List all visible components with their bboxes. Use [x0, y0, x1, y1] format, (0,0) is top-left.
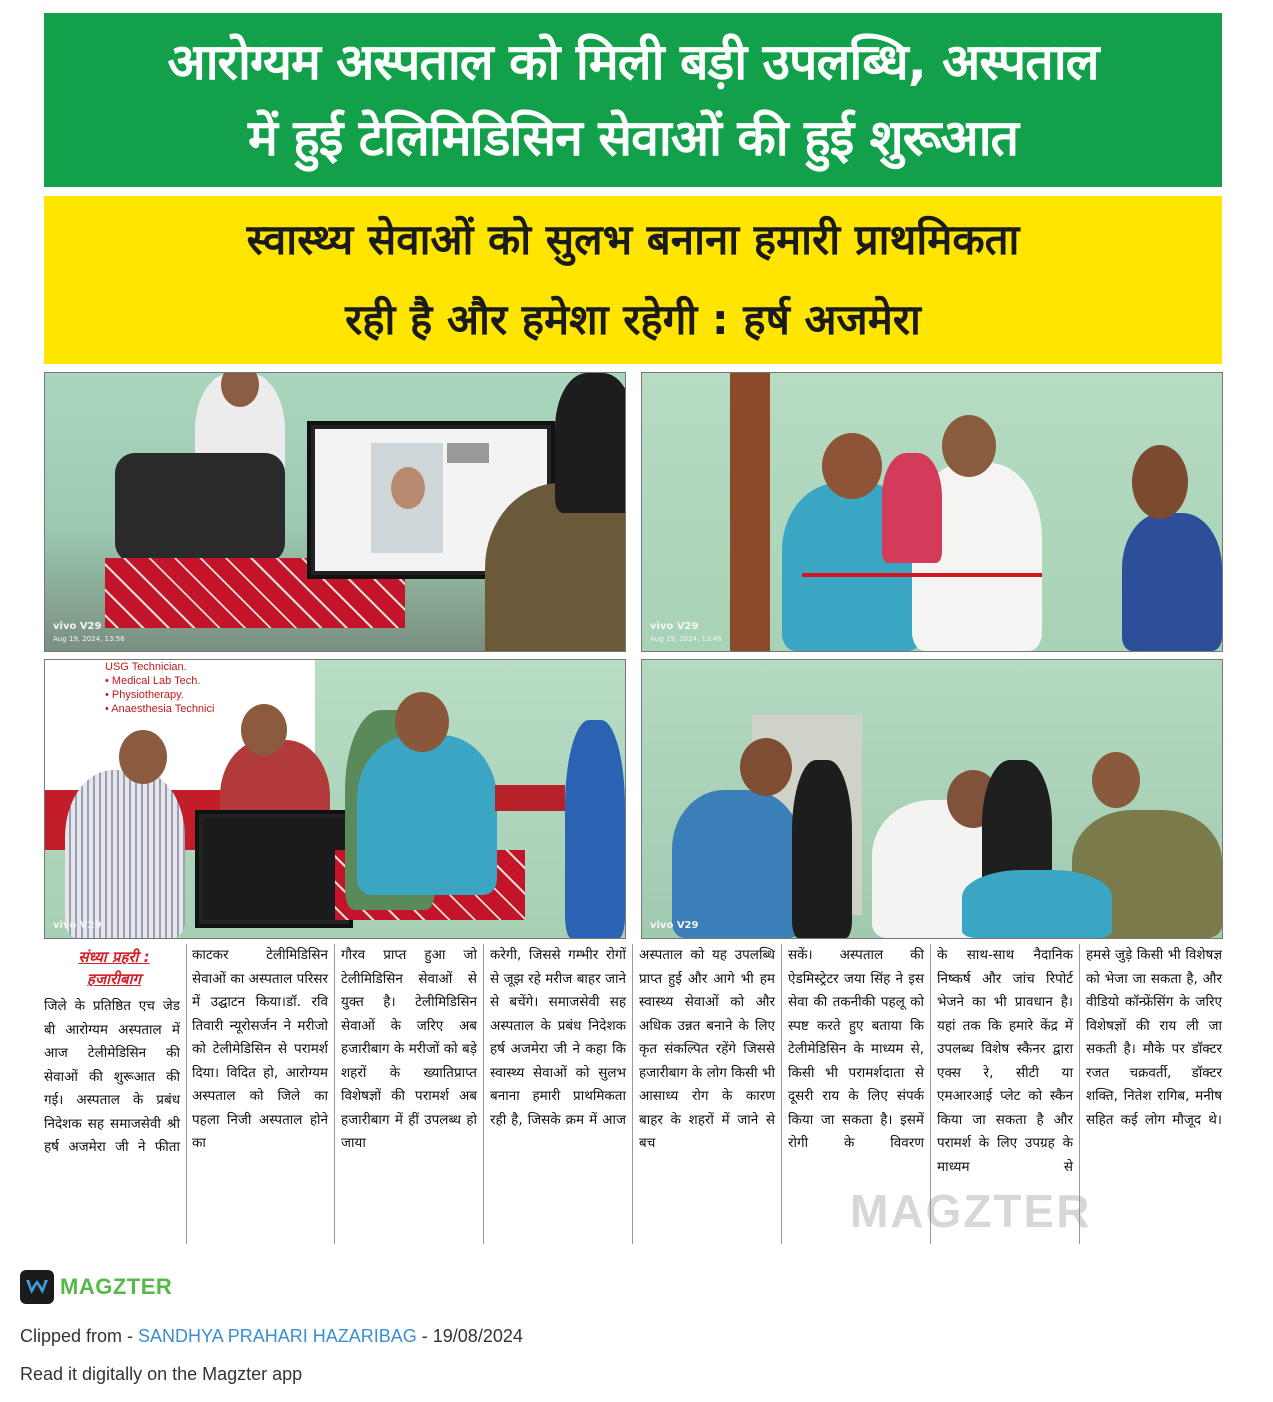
headline-banner	[44, 13, 1222, 187]
subheadline-line-2: रही है और हमेशा रहेगी : हर्ष अजमेरा	[345, 295, 921, 344]
magzter-logo[interactable]	[20, 1270, 172, 1304]
publication-link[interactable]: SANDHYA PRAHARI HAZARIBAG	[138, 1326, 417, 1346]
photo-inauguration-desk	[44, 659, 626, 939]
article-column-4: करेगी, जिससे गम्भीर रोगों से जूझ रहे मरीज बाहर जाने से बचेंगे। समाजसेवी सह अस्पताल के प्रबंध निदेशक हर्ष अजमेरा जी ने कहा कि स्वास्थ्य सेवाओं को सुलभ बनाना हमारी प्राथमिकता रही है, जिसके क्रम में आज	[490, 947, 626, 1128]
read-it-note: Read it digitally on the Magzter app	[20, 1364, 303, 1384]
headline-line-2: में हुई टेलिमिडिसिन सेवाओं की हुई शुरूआत	[247, 109, 1019, 167]
article-column-5: अस्पताल को यह उपलब्धि प्राप्त हुई और आगे भी हम स्वास्थ्य सेवाओं को और अधिक उन्नत बनाने के लिए कृत संकल्पित रहेंगे जिससे हजारीबाग के लोग किसी भी आसाध्य रोग के कारण बाहर के शहरों में जाने से बच	[639, 947, 775, 1151]
byline-source: संध्या प्रहरी :	[78, 948, 150, 966]
headline-line-1: आरोग्यम अस्पताल को मिली बड़ी उपलब्धि, अस्पताल	[167, 33, 1099, 91]
photo-telemedicine-screen	[44, 372, 626, 652]
article-column-2: काटकर टेलीमिडिसिन सेवाओं का अस्पताल परिसर में उद्घाटन किया।डॉ. रवि तिवारी न्यूरोसर्जन ने मरीजो को टेलीमेडिसिन से परामर्श दिया। विदित हो, आरोग्यम अस्पताल को जिले का पहला निजी अस्पताल होने का	[192, 947, 328, 1151]
photo-stamp: vivo V29 Aug 19, 2024, 13:46	[650, 621, 722, 643]
photo-stamp: vivo V29	[650, 920, 699, 931]
photo-ribbon-cutting	[641, 372, 1223, 652]
photo-stamp: vivo V29	[53, 920, 102, 931]
byline-place: हजारीबाग	[87, 970, 141, 988]
photo-crowd-doorway	[641, 659, 1223, 939]
course-poster: USG Technician. • Medical Lab Tech. • Physiotherapy. • Anaesthesia Technici	[45, 660, 315, 790]
clipped-from: Clipped from - SANDHYA PRAHARI HAZARIBAG - 19/08/2024	[20, 1326, 523, 1346]
subheadline-banner	[44, 196, 1222, 364]
article-column-8: हमसे जुड़े किसी भी विशेषज्ञ को भेजा जा सकता है, और वीडियो कॉन्फ्रेंसिंग के जरिए विशेषज्ञों की राय ली जा सकती है। मौके पर डॉक्टर रजत चक्रवर्ती, डॉक्टर शक्ति, नितेश रागिब, मनीष सहित कई लोग मौजूद थे।	[1086, 947, 1222, 1128]
magzter-icon	[20, 1270, 54, 1304]
watermark: MAGZTER	[850, 1185, 1092, 1237]
article-column-1: जिले के प्रतिष्ठित एच जेड बी आरोग्यम अस्पताल में आज टेलीमेडिसिन की सेवाओं की शुरूआत की गई। अस्पताल के प्रबंध निदेशक सह समाजसेवी श्री हर्ष अजमेरा जी ने फीता	[44, 998, 180, 1155]
article-column-7: के साथ-साथ नैदानिक निष्कर्ष और जांच रिपोर्ट भेजने का भी प्रावधान है। यहां तक कि हमारे केंद्र में उपलब्ध विशेष स्कैनर द्वारा एक्स रे, सीटी या एमआरआई प्लेट को स्कैन किया जा सकता है और परामर्श के लिए उपग्रह के माध्यम से	[937, 947, 1073, 1175]
article-column-3: गौरव प्राप्त हुआ जो टेलीमिडिसिन सेवाओं से युक्त है। टेलीमिडिसिन सेवाओं के जरिए अब हजारीबाग के मरीजों को बड़े शहरों के ख्यातिप्राप्त विशेषज्ञों की परामर्श अब हजारीबाग में हीं उपलब्ध हो जाया	[341, 947, 477, 1151]
brand-name: MAGZTER	[60, 1274, 173, 1299]
byline	[44, 946, 184, 990]
article-column-6: सकें। अस्पताल की ऐडमिस्ट्रेटर जया सिंह ने इस सेवा की तकनीकी पहलू को स्पष्ट करते हुए बताया कि टेलीमेडिसिन के माध्यम से, किसी भी परामर्शदाता से दूसरी राय के लिए संपर्क किया जा सकता है। इसमें रोगी के विवरण	[788, 947, 924, 1151]
subheadline-line-1: स्वास्थ्य सेवाओं को सुलभ बनाना हमारी प्राथमिकता	[246, 215, 1020, 264]
photo-stamp: vivo V29 Aug 19, 2024, 13:56	[53, 621, 125, 643]
